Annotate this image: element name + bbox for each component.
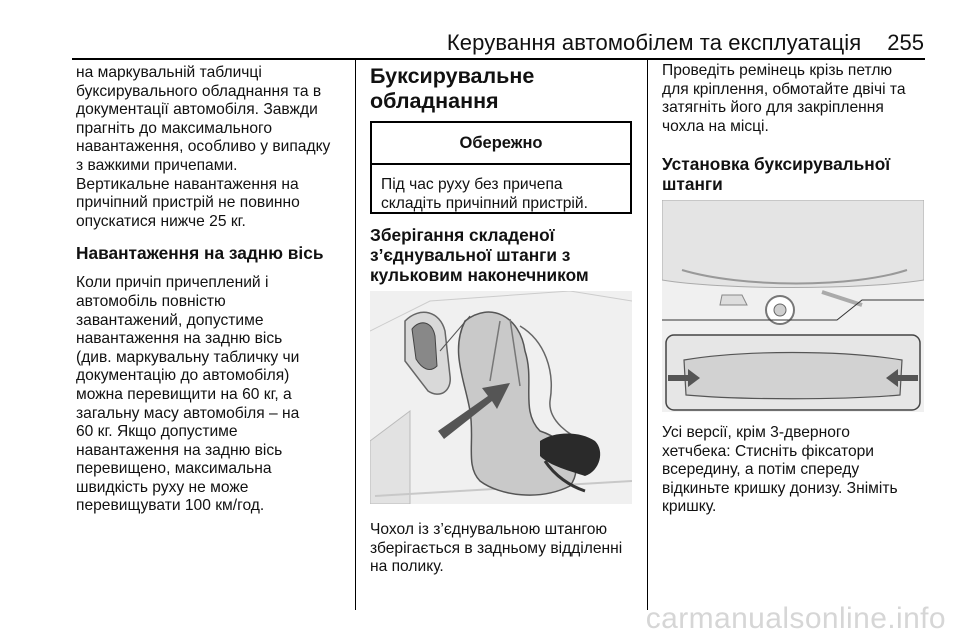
towbar-storage-illustration xyxy=(370,291,632,504)
header-title: Керування автомобілем та експлуатація xyxy=(446,30,862,55)
page-number: 255 xyxy=(887,30,924,55)
caption-install: Усі версії, крім 3-дверного хетчбека: Стисніть фіксатори всередину, а потім спереду відкиньте кришку донизу. Зніміть кришку. xyxy=(662,424,898,516)
page-header xyxy=(72,28,924,58)
paragraph-load-plate: на маркувальній табличці буксирувального обладнання та в документації автомобіля. Завжди прагніть до максимального навантаження, особливо у випадку з важкими причепами. xyxy=(76,64,331,174)
warning-box xyxy=(370,121,632,214)
warning-heading: Обережно xyxy=(372,123,630,165)
paragraph-vertical-load: Вертикальне навантаження на причіпний пристрій не повинно опускатися нижче 25 кг. xyxy=(76,175,300,230)
heading-rear-axle-load: Навантаження на задню вісь xyxy=(76,243,324,264)
heading-storage: Зберігання складеної з’єднувальної штанги з кульковим наконечником xyxy=(370,225,589,285)
right-column xyxy=(662,60,932,194)
paragraph-strap: Проведіть ремінець крізь петлю для кріплення, обмотайте двічі та затягніть його для закріплення чохла на місці. xyxy=(662,62,906,135)
caption-storage: Чохол із з’єднувальною штангою зберігається в задньому відділенні на полику. xyxy=(370,521,623,576)
left-column xyxy=(76,60,346,516)
warning-text: Під час руху без причепа складіть причіпний пристрій. xyxy=(381,176,588,212)
heading-install: Установка буксирувальної штанги xyxy=(662,154,891,195)
column-divider-right xyxy=(647,60,648,610)
middle-column xyxy=(370,60,632,114)
column-divider-left xyxy=(355,60,356,610)
watermark: carmanualsonline.info xyxy=(645,602,946,635)
towbar-install-illustration xyxy=(662,200,924,412)
section-title: Буксирувальне обладнання xyxy=(370,64,535,113)
paragraph-rear-axle-load: Коли причіп причеплений і автомобіль повністю завантажений, допустиме навантаження на задню вісь (див. маркувальну табличку чи документацію до автомобіля) можна перевищити на 60 кг, а загальну масу автомобіля – на 60 кг. Якщо допустиме навантаження на задню вісь перевищено, максимальна швидкість руху не може перевищувати 100 км/год. xyxy=(76,274,300,515)
